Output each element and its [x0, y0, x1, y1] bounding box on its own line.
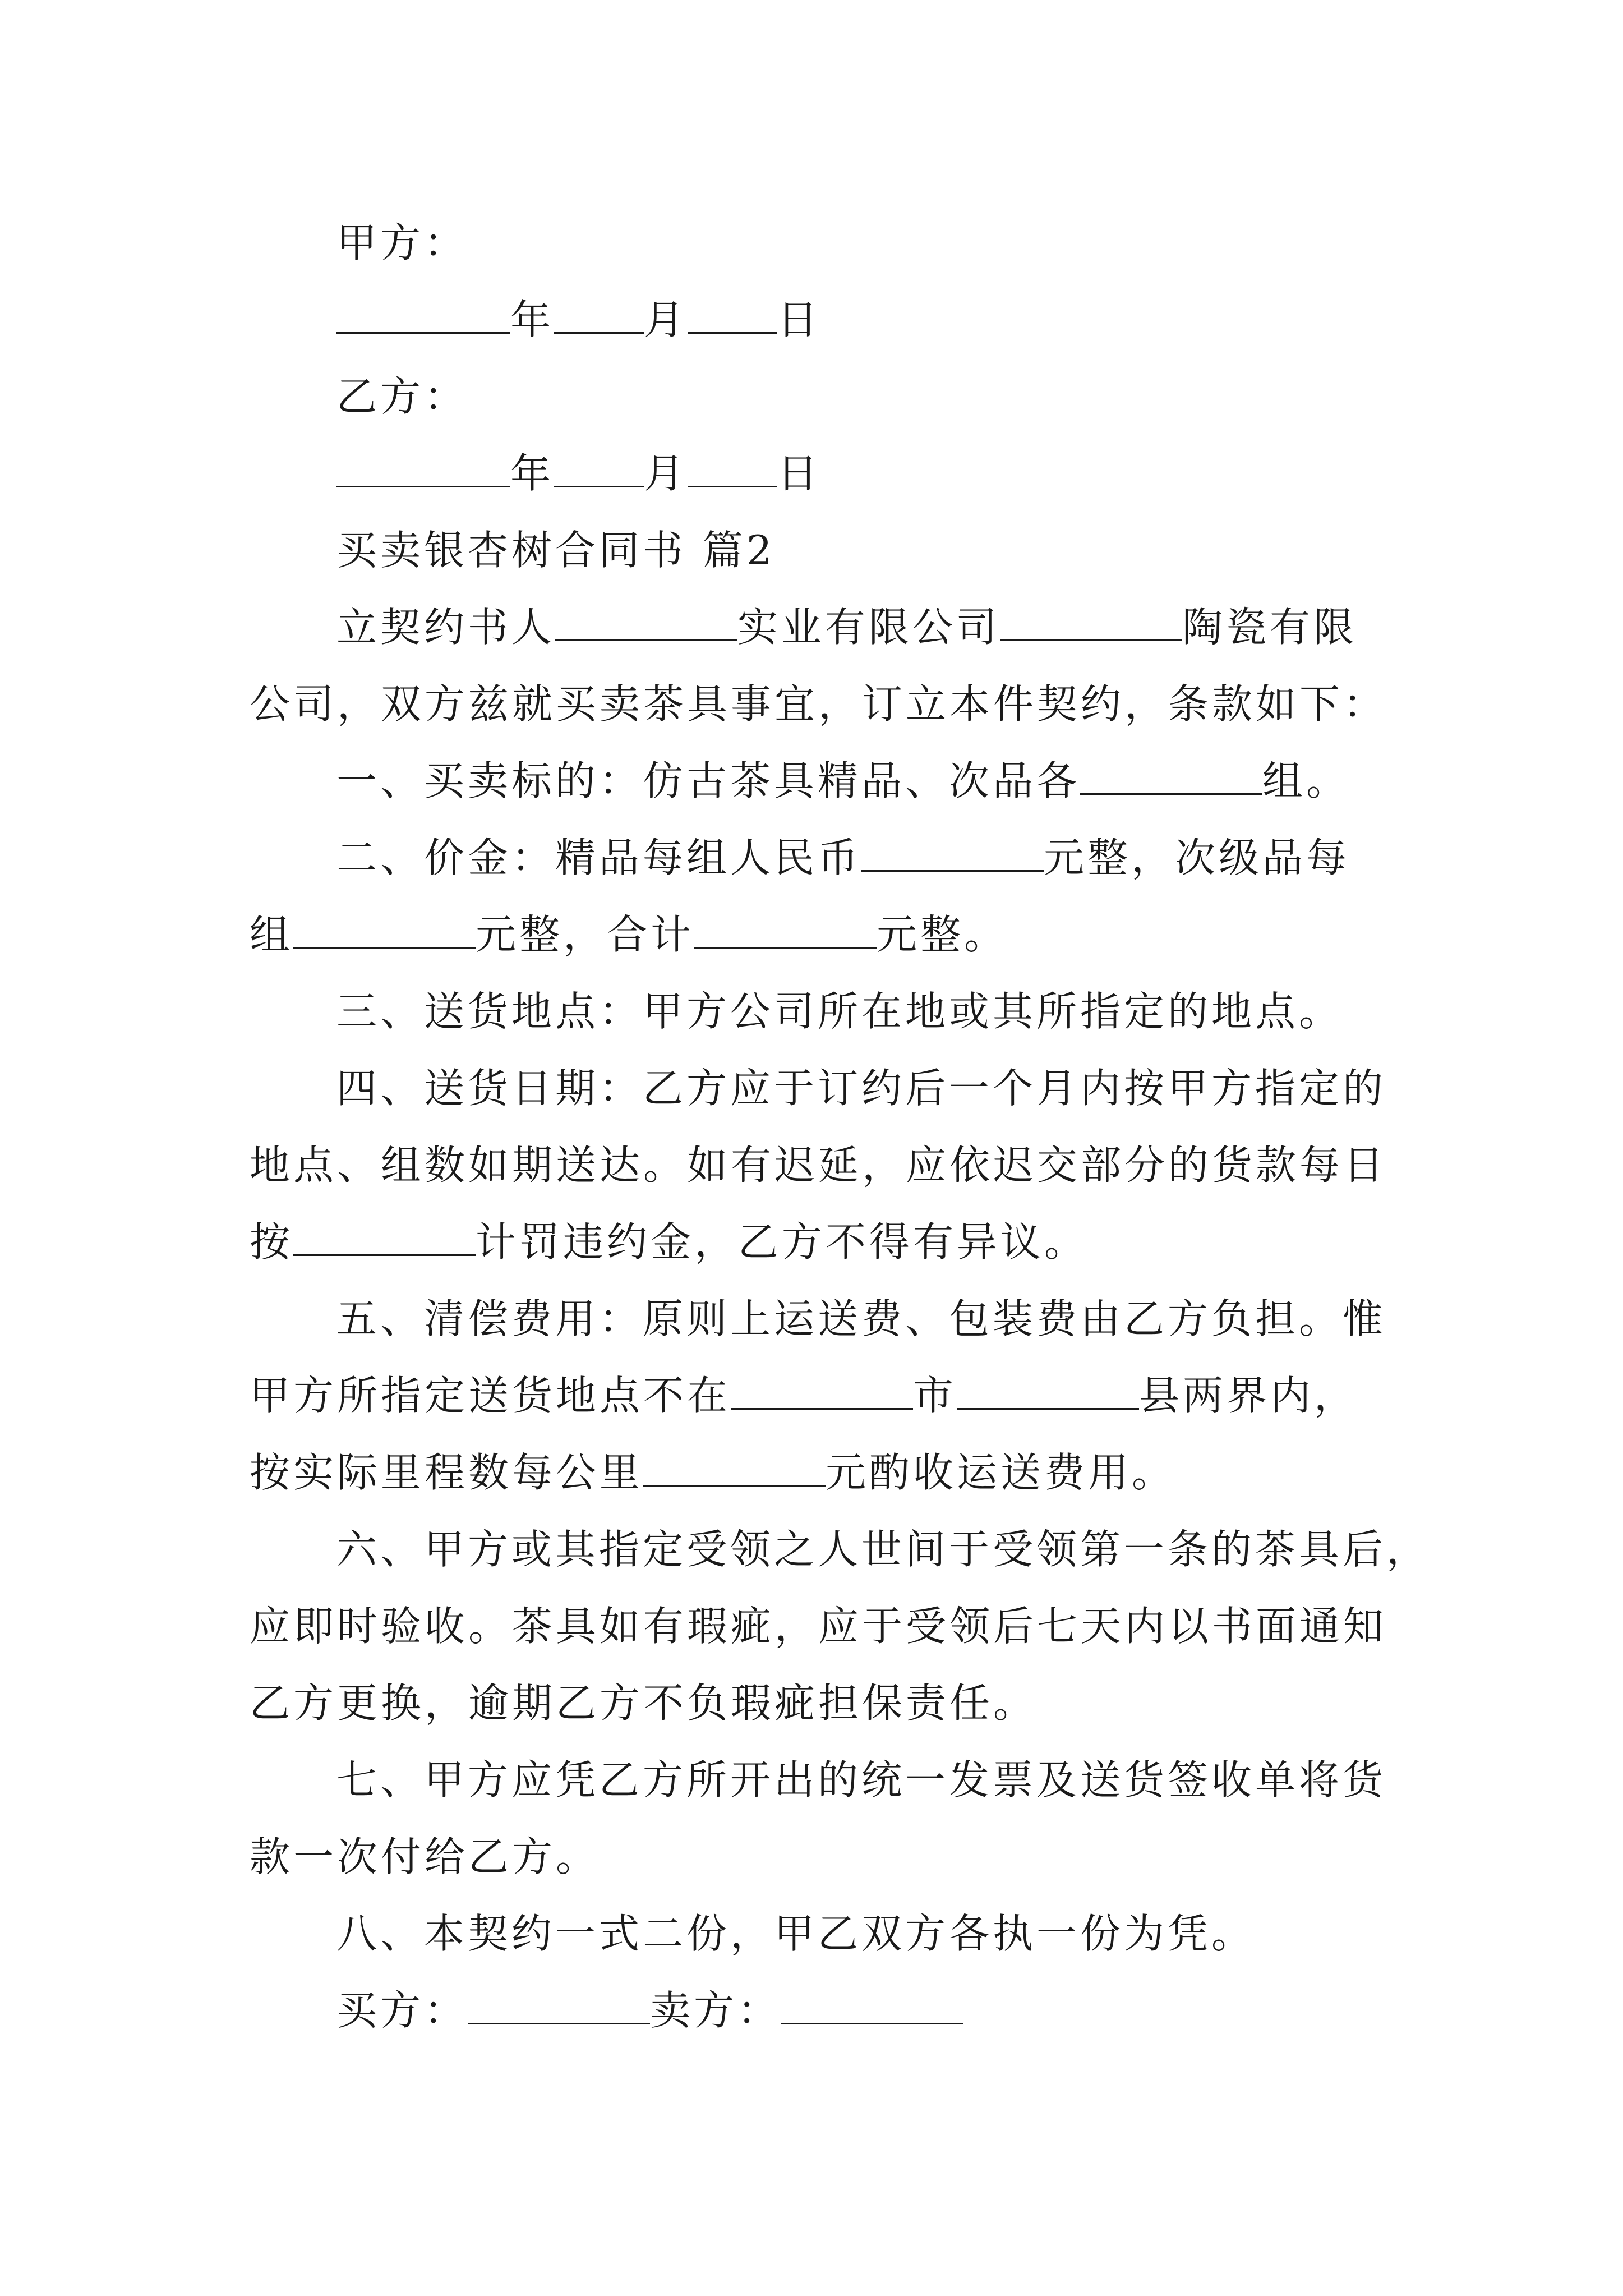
day-blank — [688, 297, 777, 334]
price-blank — [293, 912, 476, 949]
month-blank — [554, 297, 644, 334]
clause-text: 组 — [250, 911, 294, 958]
clause-text: 元整，合计 — [476, 911, 695, 958]
year-label: 年 — [510, 296, 555, 343]
buyer-label: 买方： — [336, 1987, 468, 2034]
clause-5-line-2 — [250, 1358, 1394, 1434]
intro-text: 实业有限公司 — [737, 604, 1000, 651]
clause-text: 七、甲方应凭乙方所开出的统一发票及送货签收单将货 — [336, 1756, 1387, 1803]
intro-text: 陶瓷有限 — [1182, 604, 1358, 651]
day-label: 日 — [777, 296, 822, 343]
party-b-label: 乙方： — [336, 373, 468, 420]
penalty-blank — [293, 1220, 476, 1256]
company-blank — [555, 605, 737, 641]
document-body — [250, 205, 1431, 2049]
party-a-date — [250, 282, 1394, 358]
intro-line-1 — [250, 589, 1394, 666]
clause-6-line-2 — [250, 1588, 1394, 1665]
clause-text: 四、送货日期：乙方应于订约后一个月内按甲方指定的 — [336, 1065, 1387, 1112]
quantity-blank — [1080, 758, 1262, 795]
seller-label: 卖方： — [650, 1987, 782, 2034]
party-a-signature — [250, 205, 1394, 282]
clause-text: 六、甲方或其指定受领之人世间于受领第一条的茶具后， — [336, 1526, 1431, 1573]
price-blank — [861, 835, 1044, 872]
clause-5-line-1 — [250, 1281, 1394, 1358]
intro-text: 立契约书人 — [336, 604, 556, 651]
clause-text: 甲方所指定送货地点不在 — [250, 1372, 731, 1419]
year-blank — [336, 297, 510, 334]
clause-6-line-3 — [250, 1665, 1394, 1742]
clause-text: 三、送货地点：甲方公司所在地或其所指定的地点。 — [336, 988, 1343, 1035]
clause-4-line-3 — [250, 1204, 1394, 1281]
clause-text: 计罚违约金，乙方不得有异议。 — [476, 1218, 1089, 1266]
clause-1 — [250, 743, 1394, 820]
month-blank — [554, 451, 644, 487]
clause-text: 一、买卖标的：仿古茶具精品、次品各 — [336, 757, 1081, 804]
signature-line — [250, 1972, 1394, 2049]
clause-2-line-1 — [250, 820, 1394, 896]
clause-3 — [250, 973, 1394, 1050]
party-b-date — [250, 435, 1394, 512]
clause-text: 八、本契约一式二份，甲乙双方各执一份为凭。 — [336, 1910, 1256, 1957]
clause-text: 按 — [250, 1218, 294, 1266]
section-title — [250, 512, 1394, 589]
clause-text: 地点、组数如期送达。如有迟延，应依迟交部分的货款每日 — [250, 1142, 1387, 1189]
clause-text: 元整，次级品每 — [1044, 834, 1350, 881]
party-a-label: 甲方： — [336, 219, 468, 266]
clause-4-line-1 — [250, 1050, 1394, 1127]
buyer-blank — [468, 1988, 650, 2024]
clause-text: 应即时验收。茶具如有瑕疵，应于受领后七天内以书面通知 — [250, 1603, 1387, 1650]
clause-text: 五、清偿费用：原则上运送费、包装费由乙方负担。惟 — [336, 1295, 1387, 1342]
clause-7-line-1 — [250, 1742, 1394, 1819]
clause-text: 乙方更换，逾期乙方不负瑕疵担保责任。 — [250, 1680, 1038, 1727]
clause-4-line-2 — [250, 1127, 1394, 1204]
clause-6-line-1 — [250, 1511, 1431, 1588]
day-label: 日 — [777, 450, 822, 497]
year-label: 年 — [510, 450, 555, 497]
county-blank — [957, 1373, 1139, 1410]
party-b-signature — [250, 358, 1394, 435]
clause-text: 县两界内， — [1139, 1372, 1358, 1419]
clause-text: 组。 — [1262, 757, 1350, 804]
month-label: 月 — [644, 450, 688, 497]
section-title-text: 买卖银杏树合同书 篇2 — [336, 527, 776, 574]
intro-line-2 — [250, 666, 1394, 743]
day-blank — [688, 451, 777, 487]
total-blank — [694, 912, 877, 949]
clause-2-line-2 — [250, 896, 1394, 973]
company-blank — [1000, 605, 1182, 641]
year-blank — [336, 451, 510, 487]
fee-blank — [643, 1450, 826, 1487]
city-blank — [731, 1373, 913, 1410]
seller-blank — [781, 1988, 963, 2024]
intro-text: 公司，双方兹就买卖茶具事宜，订立本件契约，条款如下： — [250, 680, 1387, 728]
clause-5-line-3 — [250, 1434, 1394, 1511]
clause-text: 二、价金：精品每组人民币 — [336, 834, 862, 881]
clause-text: 市 — [913, 1372, 957, 1419]
month-label: 月 — [644, 296, 688, 343]
clause-text: 款一次付给乙方。 — [250, 1833, 600, 1880]
clause-text: 按实际里程数每公里 — [250, 1449, 644, 1496]
clause-text: 元酌收运送费用。 — [826, 1449, 1176, 1496]
clause-text: 元整。 — [877, 911, 1008, 958]
clause-8 — [250, 1895, 1394, 1972]
clause-7-line-2 — [250, 1819, 1394, 1895]
